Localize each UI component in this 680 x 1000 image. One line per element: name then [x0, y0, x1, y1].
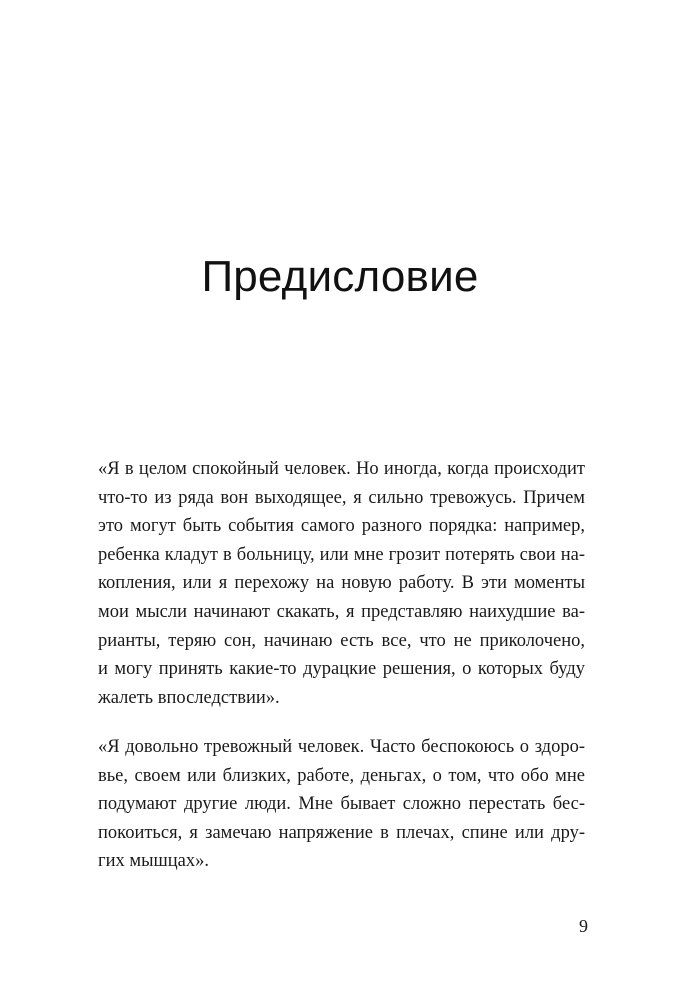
text-line: «Я в целом спокойный человек. Но иногда, когда происходит	[98, 459, 585, 479]
text-line: гих мышцах».	[98, 851, 209, 872]
chapter-title: Предисловие	[201, 252, 479, 301]
quote-paragraph-2	[98, 733, 585, 876]
text-line: подумают другие люди. Мне бывает сложно перестать бес-	[98, 794, 585, 815]
text-line: ребенка кладут в больницу, или мне грозит потерять свои на-	[98, 544, 585, 565]
text-line: «Я довольно тревожный человек. Часто беспокоюсь о здоро-	[98, 737, 585, 757]
text-line: жалеть впоследствии».	[98, 687, 280, 708]
text-line: и могу принять какие-то дурацкие решения, о которых буду	[98, 659, 585, 680]
text-line: это могут быть события самого разного порядка: например,	[98, 516, 585, 537]
text-line: мои мысли начинают скакать, я представляю наихудшие ва-	[98, 601, 585, 622]
text-line: рианты, теряю сон, начинаю есть все, что не приколочено,	[98, 630, 585, 651]
quote-paragraph-1	[98, 455, 585, 712]
text-line: что-то из ряда вон выходящее, я сильно тревожусь. Причем	[98, 487, 585, 508]
text-line: покоиться, я замечаю напряжение в плечах, спине или дру-	[98, 822, 585, 843]
text-line: копления, или я перехожу на новую работу. В эти моменты	[98, 573, 585, 594]
text-line: вье, своем или близких, работе, деньгах, о том, что обо мне	[98, 765, 585, 786]
page-number: 9	[579, 916, 588, 936]
